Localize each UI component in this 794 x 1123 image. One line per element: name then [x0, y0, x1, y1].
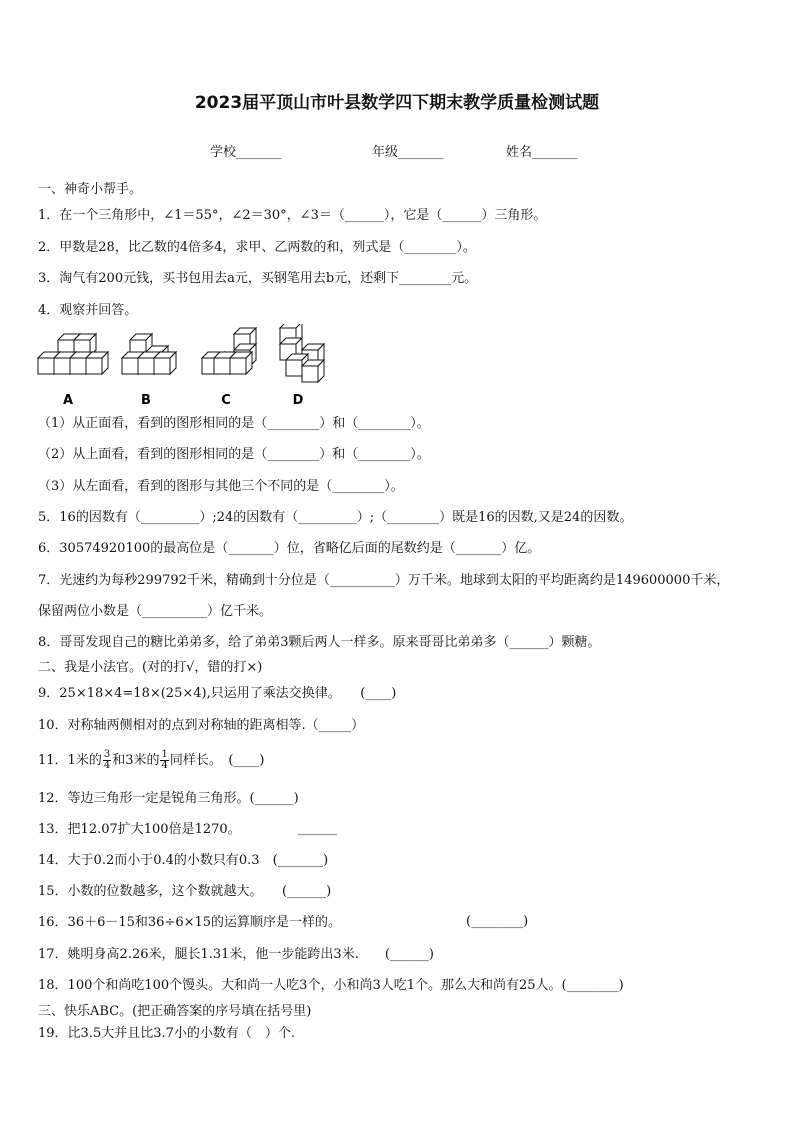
question-14: 14．大于0.2而小于0.4的小数只有0.3 (_______) [38, 853, 329, 868]
question-9: 9．25×18×4=18×(25×4),只运用了乘法交换律。 (____) [38, 686, 397, 701]
question-8: 8．哥哥发现自己的糖比弟弟多，给了弟弟3颗后两人一样多。原来哥哥比弟弟多（______）颗糖。 [38, 635, 601, 650]
question-15: 15．小数的位数越多，这个数就越大。 (______) [38, 884, 332, 899]
grade-field: 年级_______ [372, 145, 444, 160]
figure-d [280, 324, 324, 406]
school-field: 学校_______ [210, 145, 282, 160]
question-4-2: （2）从上面看，看到的图形相同的是（________）和（________）。 [38, 447, 430, 462]
question-16-blank: (________) [466, 914, 529, 929]
question-7-line-1: 7．光速约为每秒299792千米，精确到十分位是（__________）万千米。地球到太阳的平均距离约是149600000千米， [38, 573, 730, 588]
fraction-1-numerator: 3 [103, 749, 111, 760]
question-4: 4．观察并回答。 [38, 303, 138, 318]
question-19: 19．比3.5大并且比3.7小的小数有（ ）个. [38, 1026, 296, 1041]
question-11-middle: 和3米的 [112, 753, 160, 768]
fraction-2-denominator: 4 [161, 760, 168, 771]
question-1: 1．在一个三角形中，∠1＝55°，∠2＝30°，∠3＝（______），它是（______）三角形。 [38, 208, 547, 223]
question-11-prefix: 11．1米的 [38, 753, 102, 768]
figure-label-d: D [292, 393, 304, 406]
question-4-1: （1）从正面看，看到的图形相同的是（________）和（________）。 [38, 416, 430, 431]
question-10: 10．对称轴两侧相对的点到对称轴的距离相等.（_____） [38, 718, 365, 733]
question-7-line-2: 保留两位小数是（__________）亿千米。 [38, 604, 273, 619]
name-field: 姓名_______ [506, 145, 578, 160]
figure-label-b: B [141, 393, 151, 406]
page-title: 2023届平顶山市叶县数学四下期末教学质量检测试题 [194, 93, 600, 113]
question-5: 5．16的因数有（_________）;24的因数有（_________）;（________）既是16的因数,又是24的因数。 [38, 510, 633, 525]
question-18: 18．100个和尚吃100个馒头。大和尚一人吃3个，小和尚3人吃1个。那么大和尚有25人。(________) [38, 978, 624, 993]
section-3-heading: 三、快乐ABC。(把正确答案的序号填在括号里) [38, 1004, 312, 1019]
figure-a [38, 334, 108, 406]
fraction-one-quarter [160, 750, 168, 771]
question-11-suffix: 同样长。 (____) [169, 753, 265, 768]
fraction-three-quarters [103, 750, 111, 771]
cube-figures [36, 324, 336, 406]
figure-b [122, 334, 176, 406]
question-11 [38, 748, 265, 774]
section-1-heading: 一、神奇小帮手。 [38, 182, 143, 197]
figure-label-c: C [221, 393, 231, 406]
question-3: 3．淘气有200元钱，买书包用去a元，买钢笔用去b元，还剩下________元。 [38, 271, 478, 286]
question-16: 16．36＋6－15和36÷6×15的运算顺序是一样的。 [38, 915, 342, 930]
question-13-blank: ______ [298, 821, 337, 836]
fraction-1-denominator: 4 [103, 760, 111, 771]
figure-label-a: A [62, 393, 74, 406]
fraction-2-numerator: 1 [161, 749, 168, 760]
question-13: 13．把12.07扩大100倍是1270。 [38, 822, 241, 837]
question-17: 17．姚明身高2.26米，腿长1.31米，他一步能跨出3米. (______) [38, 947, 434, 962]
question-12: 12．等边三角形一定是锐角三角形。(______) [38, 791, 299, 806]
figure-c [202, 328, 256, 406]
question-2: 2．甲数是28，比乙数的4倍多4，求甲、乙两数的和，列式是（________）。 [38, 240, 476, 255]
section-2-heading: 二、我是小法官。(对的打√，错的打×) [38, 660, 263, 675]
question-6: 6．30574920100的最高位是（_______）位，省略亿后面的尾数约是（_______）亿。 [38, 541, 541, 556]
question-4-3: （3）从左面看，看到的图形与其他三个不同的是（________）。 [38, 479, 404, 494]
